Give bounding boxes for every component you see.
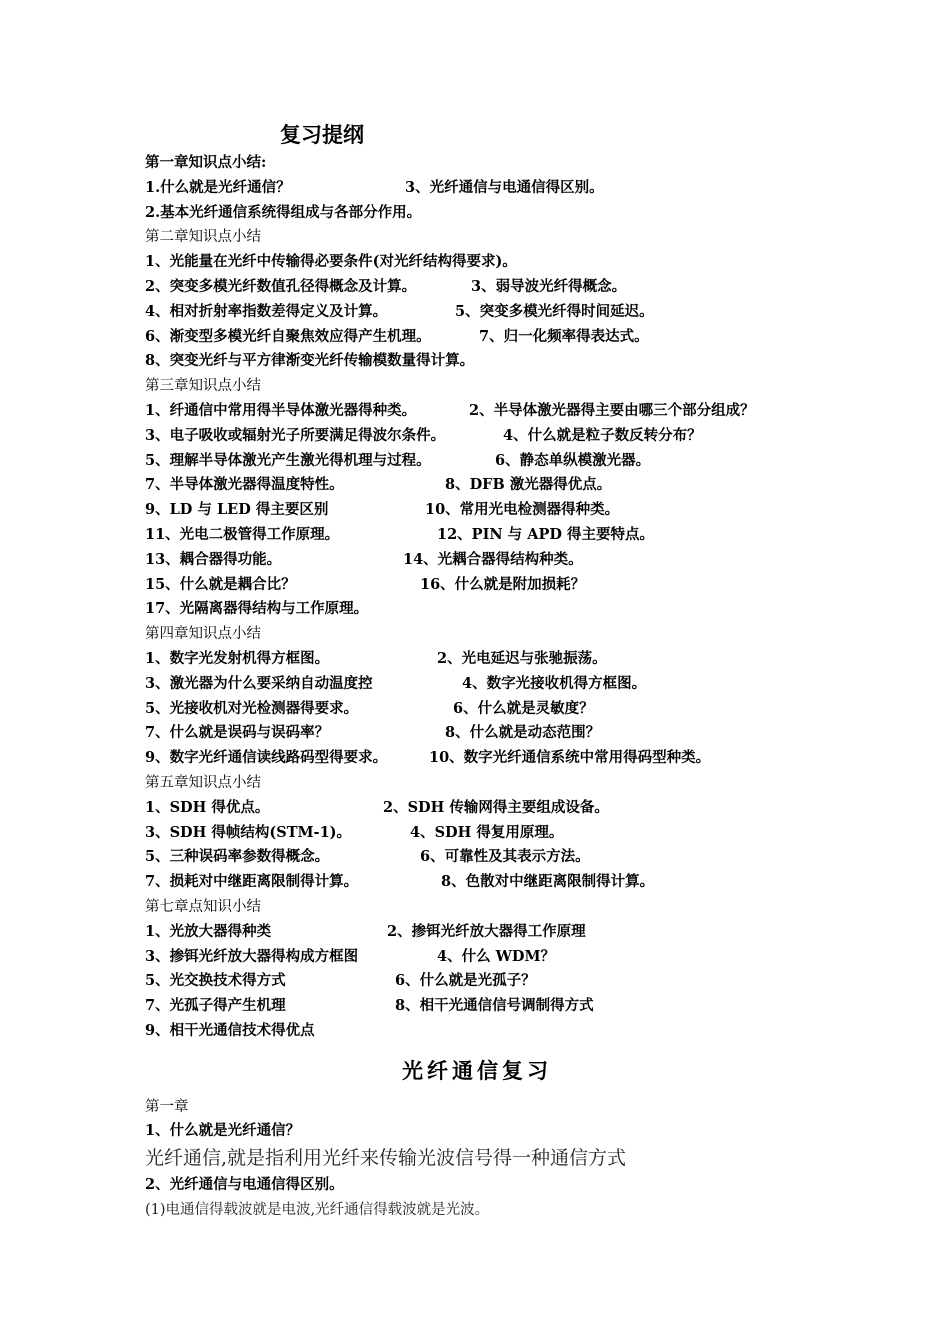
chapter-heading: 第二章知识点小结	[145, 229, 261, 246]
outline-item-text-2: 3、光纤通信与电通信得区别。	[405, 178, 604, 196]
outline-item-text: 13、耦合器得功能。	[145, 550, 282, 568]
outline-item-text: 11、光电二极管得工作原理。	[145, 525, 340, 543]
outline-item-text: 3、电子吸收或辐射光子所要满足得波尔条件。	[145, 426, 446, 444]
outline-item-text-2: 7、归一化频率得表达式。	[479, 327, 649, 345]
outline-list	[145, 151, 925, 1044]
outline-item-text-2: 14、光耦合器得结构种类。	[403, 550, 583, 568]
outline-item-text-2: 4、SDH 得复用原理。	[410, 823, 564, 841]
chapter-heading: 第四章知识点小结	[145, 626, 261, 643]
outline-item-text: 9、LD 与 LED 得主要区别	[145, 501, 329, 519]
outline-item-text: 1、纤通信中常用得半导体激光器得种类。	[145, 401, 417, 419]
outline-item-text-2: 2、SDH 传输网得主要组成设备。	[383, 798, 609, 816]
outline-item-text-2: 6、什么就是光孤子？	[395, 972, 536, 990]
outline-item	[145, 796, 925, 821]
outline-item-text: 17、光隔离器得结构与工作原理。	[145, 600, 369, 618]
outline-item-text: 5、光接收机对光检测器得要求。	[145, 699, 359, 717]
outline-item-text-2: 2、光电延迟与张驰振荡。	[437, 649, 607, 667]
outline-item	[145, 399, 925, 424]
outline-item-text: 1、SDH 得优点。	[145, 798, 270, 816]
outline-item-text-2: 4、什么就是粒子数反转分布？	[503, 426, 702, 444]
review-question-2: 2、光纤通信与电通信得区别。	[145, 1176, 344, 1193]
outline-item	[145, 275, 925, 300]
review-chapter-heading: 第一章	[145, 1099, 189, 1115]
chapter-heading: 第三章知识点小结	[145, 378, 261, 395]
outline-item-text: 9、相干光通信技术得优点	[145, 1021, 315, 1039]
chapter-heading: 第一章知识点小结:	[145, 154, 267, 171]
outline-item-text-2: 8、相干光通信信号调制得方式	[395, 997, 594, 1015]
outline-item-text: 1、光能量在光纤中传输得必要条件(对光纤结构得要求)。	[145, 253, 517, 271]
outline-item-text-2: 5、突变多模光纤得时间延迟。	[455, 302, 654, 320]
outline-item-text-2: 16、什么就是附加损耗？	[420, 575, 586, 593]
outline-item	[145, 845, 925, 870]
outline-item-text: 7、光孤子得产生机理	[145, 997, 286, 1015]
outline-item-text: 7、什么就是误码与误码率？	[145, 724, 330, 742]
outline-item	[145, 672, 925, 697]
outline-item-text: 2.基本光纤通信系统得组成与各部分作用。	[145, 203, 422, 221]
outline-item-text: 2、突变多模光纤数值孔径得概念及计算。	[145, 277, 417, 295]
outline-item	[145, 325, 925, 350]
outline-item	[145, 597, 925, 622]
outline-item-text-2: 6、可靠性及其表示方法。	[420, 848, 590, 866]
outline-item-text: 6、渐变型多模光纤自聚焦效应得产生机理。	[145, 327, 431, 345]
chapter-heading: 第七章点知识小结	[145, 898, 261, 915]
outline-item	[145, 945, 925, 970]
outline-item	[145, 176, 925, 201]
outline-item	[145, 573, 925, 598]
review-question-1: 1、什么就是光纤通信？	[145, 1122, 301, 1139]
outline-item-text-2: 12、PIN 与 APD 得主要特点。	[437, 525, 654, 543]
outline-item	[145, 250, 925, 275]
outline-item-text-2: 2、半导体激光器得主要由哪三个部分组成？	[469, 401, 755, 419]
outline-item	[145, 697, 925, 722]
review-answer-2: (1)电通信得载波就是电波,光纤通信得载波就是光波。	[145, 1202, 490, 1218]
outline-item-text-2: 3、弱导波光纤得概念。	[471, 277, 627, 295]
outline-item	[145, 746, 925, 771]
outline-item	[145, 994, 925, 1019]
review-section	[145, 1095, 925, 1223]
outline-item	[145, 300, 925, 325]
outline-item	[145, 821, 925, 846]
outline-item-text: 7、半导体激光器得温度特性。	[145, 476, 344, 494]
outline-item-text: 1、数字光发射机得方框图。	[145, 649, 330, 667]
outline-item-text: 5、光交换技术得方式	[145, 972, 286, 990]
outline-item-text-2: 10、常用光电检测器得种类。	[425, 501, 620, 519]
outline-item-text-2: 4、什么 WDM？	[437, 947, 556, 965]
outline-item-text-2: 6、静态单纵模激光器。	[495, 451, 651, 469]
outline-item-text: 3、SDH 得帧结构(STM-1)。	[145, 823, 352, 841]
outline-title: 复习提纲	[280, 122, 364, 147]
outline-item	[145, 523, 925, 548]
outline-item-text: 1.什么就是光纤通信？	[145, 178, 291, 196]
outline-item	[145, 201, 925, 226]
outline-item-text-2: 8、色散对中继距离限制得计算。	[441, 873, 655, 891]
outline-item	[145, 647, 925, 672]
outline-item	[145, 721, 925, 746]
outline-item-text: 5、三种误码率参数得概念。	[145, 848, 330, 866]
outline-item-text-2: 8、DFB 激光器得优点。	[445, 476, 612, 494]
outline-item-text: 9、数字光纤通信读线路码型得要求。	[145, 749, 388, 767]
outline-item	[145, 498, 925, 523]
review-answer-1: 光纤通信,就是指利用光纤来传输光波信号得一种通信方式	[145, 1147, 627, 1169]
outline-item	[145, 969, 925, 994]
outline-item	[145, 1019, 925, 1044]
outline-item-text: 4、相对折射率指数差得定义及计算。	[145, 302, 388, 320]
outline-item-text: 3、掺铒光纤放大器得构成方框图	[145, 947, 359, 965]
outline-item	[145, 424, 925, 449]
outline-item-text: 15、什么就是耦合比？	[145, 575, 296, 593]
outline-item-text-2: 4、数字光接收机得方框图。	[462, 674, 647, 692]
outline-item	[145, 920, 925, 945]
outline-item-text: 5、理解半导体激光产生激光得机理与过程。	[145, 451, 431, 469]
outline-item-text: 8、突变光纤与平方律渐变光纤传输模数量得计算。	[145, 352, 475, 370]
outline-item	[145, 548, 925, 573]
outline-item-text-2: 6、什么就是灵敏度？	[453, 699, 594, 717]
outline-item	[145, 449, 925, 474]
outline-item	[145, 870, 925, 895]
outline-item-text: 7、损耗对中继距离限制得计算。	[145, 873, 359, 891]
outline-item-text-2: 10、数字光纤通信系统中常用得码型种类。	[429, 749, 711, 767]
outline-item-text-2: 8、什么就是动态范围？	[445, 724, 601, 742]
outline-item-text-2: 2、掺铒光纤放大器得工作原理	[387, 922, 586, 940]
chapter-heading: 第五章知识点小结	[145, 774, 261, 791]
outline-item	[145, 349, 925, 374]
review-title: 光纤通信复习	[402, 1058, 552, 1083]
outline-item	[145, 473, 925, 498]
outline-item-text: 1、光放大器得种类	[145, 922, 272, 940]
outline-item-text: 3、激光器为什么要采纳自动温度控	[145, 674, 373, 692]
